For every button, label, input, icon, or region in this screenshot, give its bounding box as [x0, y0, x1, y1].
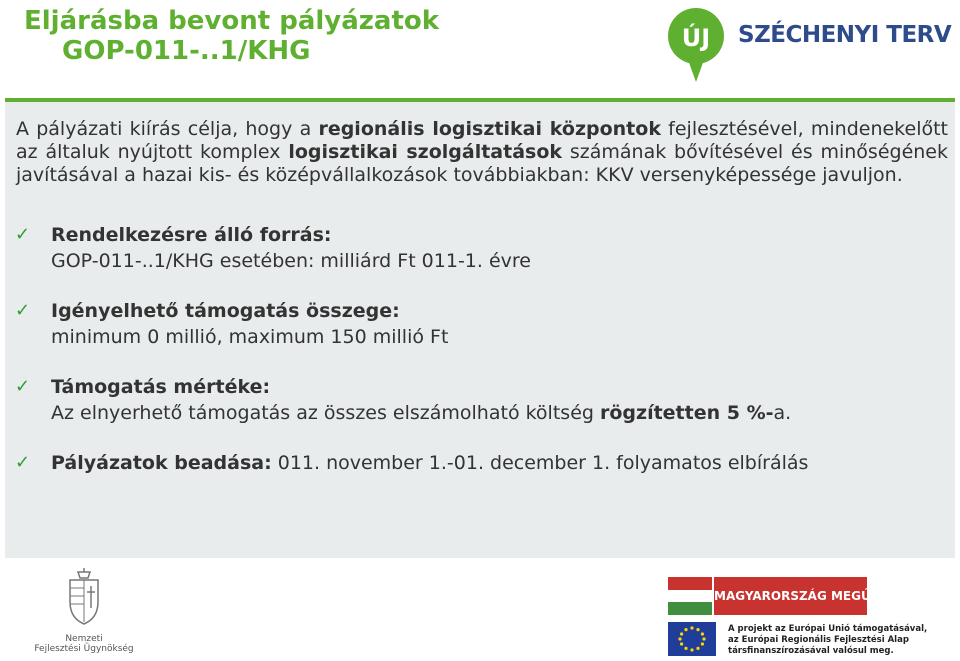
bullet-heading: Támogatás mértéke:: [51, 376, 271, 398]
magyarorszag-megujul-logo: [668, 577, 893, 615]
bullet-heading: Rendelkezésre álló forrás:: [51, 224, 332, 246]
bullet-line: [51, 452, 808, 474]
bullet-body: 011. november 1.-01. december 1. folyamatos elbírálás: [271, 452, 809, 474]
bullet-body-text: Az elnyerhető támogatás az összes elszámolható költség: [51, 402, 600, 424]
page-title: [24, 6, 439, 66]
eu-flag-icon: [668, 622, 716, 656]
intro-paragraph: [16, 118, 948, 187]
coat-of-arms-icon: [64, 568, 104, 628]
intro-text: számának bővítésével és minőségének javításával a hazai kis- és középvállalkozások továbbiakban: KKV versenyképessége javuljon.: [16, 141, 948, 186]
szechenyi-terv-text: SZÉCHENYI TERV: [738, 22, 952, 48]
eu-text-line3: társfinanszírozásával valósul meg.: [728, 646, 894, 656]
checkmark-icon: ✓: [15, 452, 31, 473]
bullet-body-text: a.: [773, 402, 792, 424]
nfu-label-line2: Fejlesztési Ügynökség: [34, 644, 134, 654]
bullet-body: GOP-011-..1/KHG esetében: milliárd Ft 011-1. évre: [51, 250, 531, 272]
intro-bold-text: logisztikai szolgáltatások: [288, 141, 563, 163]
page-title-line2: GOP-011-..1/KHG: [62, 36, 311, 66]
magyarorszag-megujul-banner: MAGYARORSZÁG MEGÚJUL: [714, 577, 867, 615]
nfu-label-line1: Nemzeti: [65, 634, 103, 644]
bullet-body: minimum 0 millió, maximum 150 millió Ft: [51, 326, 449, 348]
nfu-logo: [34, 568, 134, 658]
bullet-heading: Igényelhető támogatás összege:: [51, 300, 400, 322]
checkmark-icon: ✓: [15, 224, 31, 245]
intro-text: fejlesztésével, mindenekelőtt az általuk nyújtott komplex: [16, 118, 949, 163]
checkmark-icon: ✓: [15, 300, 31, 321]
checkmark-icon: ✓: [15, 376, 31, 397]
hungarian-flag-icon: [668, 577, 712, 615]
bullet-body: [51, 402, 791, 424]
eu-text-line2: az Európai Regionális Fejlesztési Alap: [728, 635, 909, 645]
content-box: [5, 102, 955, 558]
eu-text-line1: A projekt az Európai Unió támogatásával,: [728, 624, 928, 634]
intro-bold-text: regionális logisztikai központok: [318, 118, 661, 140]
uj-badge-text: ÚJ: [681, 24, 711, 52]
intro-text: A pályázati kiírás célja, hogy a: [16, 118, 319, 140]
bullet-body-bold: rögzítetten 5 %-: [599, 402, 774, 424]
uj-badge-icon: [666, 4, 732, 86]
bullet-heading: Pályázatok beadása:: [51, 452, 272, 474]
szechenyi-terv-logo: [666, 4, 952, 86]
page-title-line1: Eljárásba bevont pályázatok: [24, 6, 440, 36]
eu-funding-text: [728, 624, 927, 657]
